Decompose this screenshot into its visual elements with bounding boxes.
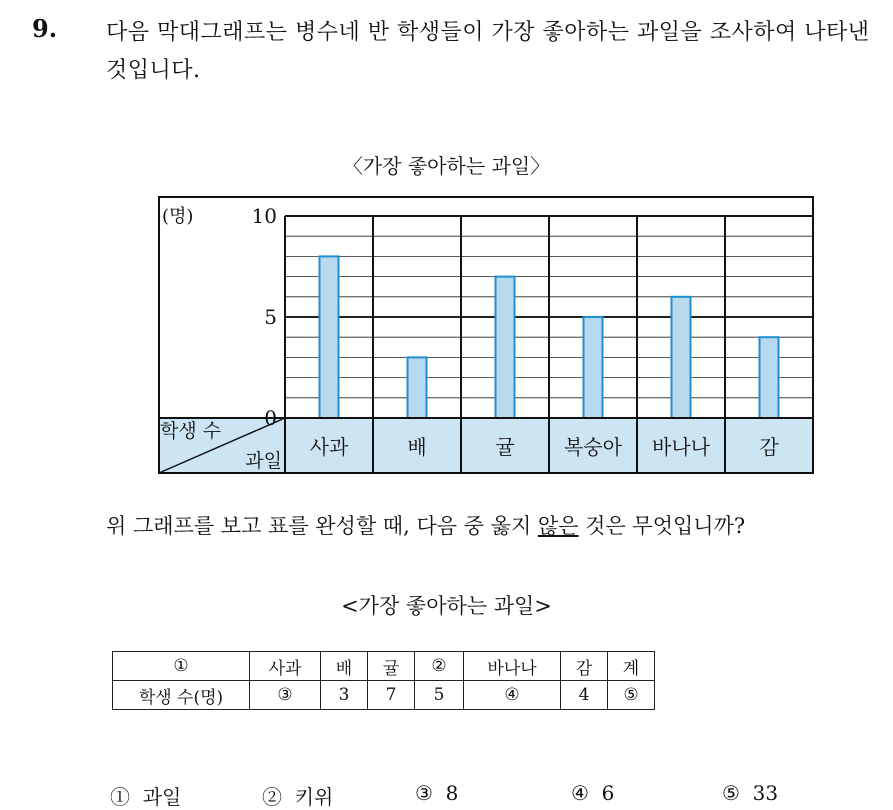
question-text: 다음 막대그래프는 병수네 반 학생들이 가장 좋아하는 과일을 조사하여 나타낸 것입니다. [106,20,870,83]
table-header-cell: 바나나 [464,652,561,681]
answer-mark: ② [262,785,282,809]
table-cell: 7 [368,681,415,710]
table-cell: 3 [321,681,368,710]
bar [760,337,779,418]
answer-mark: ④ [571,781,589,805]
table-cell: 5 [415,681,464,710]
category-label: 배 [407,435,427,459]
data-table [112,651,655,710]
answer-text: 8 [445,781,459,805]
table-cell: 4 [561,681,608,710]
instruction-underlined: 않은 [537,514,579,538]
corner-top-label: 학생 수 [160,420,222,442]
instruction-after: 것은 무엇입니까? [578,514,746,538]
table-cell: ③ [250,681,321,710]
y-unit-label: (명) [162,206,194,227]
y-tick-label: 5 [264,305,277,329]
table-data-row [113,681,655,710]
answer-text: 과일 [142,785,182,809]
answer-mark: ⑤ [722,781,740,805]
table-header-cell: ② [415,652,464,681]
answer-choice-2[interactable] [262,781,333,810]
table-header-cell: 귤 [368,652,415,681]
answer-mark: ① [110,785,130,809]
bar [408,357,427,418]
table-cell: 학생 수(명) [113,681,250,710]
bar-chart [158,196,815,476]
category-label: 복숭아 [564,435,622,459]
bar [672,297,691,418]
answer-choice-3[interactable] [415,781,458,805]
answer-choice-5[interactable] [722,781,778,805]
table-cell: ⑤ [608,681,655,710]
table-header-cell: 배 [321,652,368,681]
bar [496,277,515,418]
table-header-row [113,652,655,681]
table-cell: ④ [464,681,561,710]
category-label: 감 [759,435,779,459]
question-number: 9. [32,14,58,43]
table-header-cell: ① [113,652,250,681]
answer-text: 33 [752,781,779,805]
table-title: <가장 좋아하는 과일> [341,594,552,618]
y-tick-label: 0 [264,406,277,430]
bar [320,256,339,418]
answer-text: 키위 [294,785,334,809]
instruction [106,510,745,540]
category-label: 사과 [309,435,349,459]
y-tick-label: 10 [251,204,277,228]
answer-choice-1[interactable] [110,781,181,810]
table-header-cell: 계 [608,652,655,681]
chart-title: 〈가장 좋아하는 과일〉 [342,154,551,178]
answer-text: 6 [601,781,615,805]
category-label: 바나나 [652,435,710,459]
bar [584,317,603,418]
instruction-before: 위 그래프를 보고 표를 완성할 때, 다음 중 옳지 [106,514,538,538]
corner-bottom-label: 과일 [245,450,282,472]
table-header-cell: 감 [561,652,608,681]
answer-mark: ③ [415,781,433,805]
table-header-cell: 사과 [250,652,321,681]
category-label: 귤 [495,435,515,459]
answer-choice-4[interactable] [571,781,614,805]
